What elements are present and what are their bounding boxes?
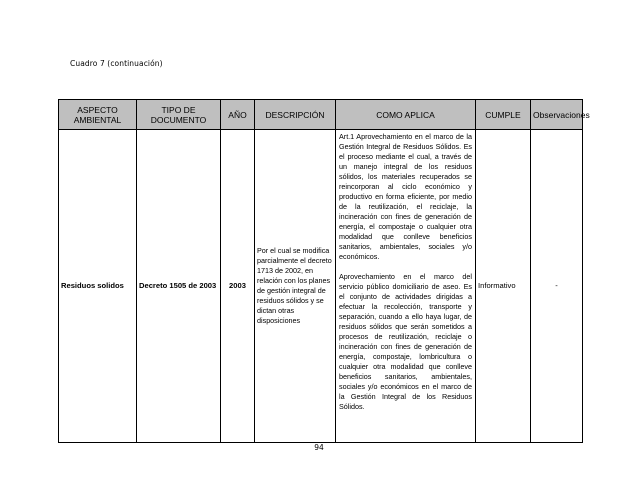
header-tipo-documento: TIPO DE DOCUMENTO	[137, 100, 221, 130]
table-caption: Cuadro 7 (continuación)	[70, 59, 163, 68]
table-header-row	[59, 100, 583, 130]
cell-como-aplica	[336, 130, 476, 443]
header-cumple: CUMPLE	[476, 100, 531, 130]
aplica-paragraph-1: Art.1 Aprovechamiento en el marco de la Gestión Integral de Residuos Sólidos. Es el proceso mediante el cual, a través de un manejo integral de los residuos sólidos, los materiales recuperados se reincorporan al ciclo económico y productivo en forma eficiente, por medio de la reutilización, el reciclaje, la incineración con fines de generación de energía, el compostaje o cualquier otra modalidad que conlleve beneficios sanitarios, ambientales, sociales y/o económicos.	[339, 132, 472, 261]
regulation-table	[58, 99, 590, 443]
cell-cumple: Informativo	[476, 130, 531, 443]
header-aspecto: ASPECTO AMBIENTAL	[59, 100, 137, 130]
cell-observaciones: -	[531, 130, 583, 443]
header-descripcion: DESCRIPCIÓN	[255, 100, 336, 130]
cell-descripcion: Por el cual se modifica parcialmente el decreto 1713 de 2002, en relación con los planes de gestión integral de residuos sólidos y se dictan otras disposiciones	[255, 130, 336, 443]
header-observaciones: Observaciones	[531, 100, 583, 130]
aplica-paragraph-2: Aprovechamiento en el marco del servicio público domiciliario de aseo. Es el conjunto de actividades dirigidas a efectuar la recolección, transporte y separación, cuando a ello haya lugar, de residuos sólidos que serán sometidos a procesos de reutilización, reciclaje o incineración con fines de generación de energía, compostaje, lombricultura o cualquier otra modalidad que conlleve beneficios sanitarios, ambientales, sociales y/o económicos en el marco de la Gestión Integral de los Residuos Sólidos.	[339, 272, 472, 411]
cell-anio: 2003	[221, 130, 255, 443]
cell-tipo-documento: Decreto 1505 de 2003	[137, 130, 221, 443]
page-number: 94	[314, 443, 324, 452]
header-como-aplica: COMO APLICA	[336, 100, 476, 130]
table-row	[59, 130, 583, 443]
header-anio: AÑO	[221, 100, 255, 130]
cell-aspecto: Residuos solidos	[59, 130, 137, 443]
